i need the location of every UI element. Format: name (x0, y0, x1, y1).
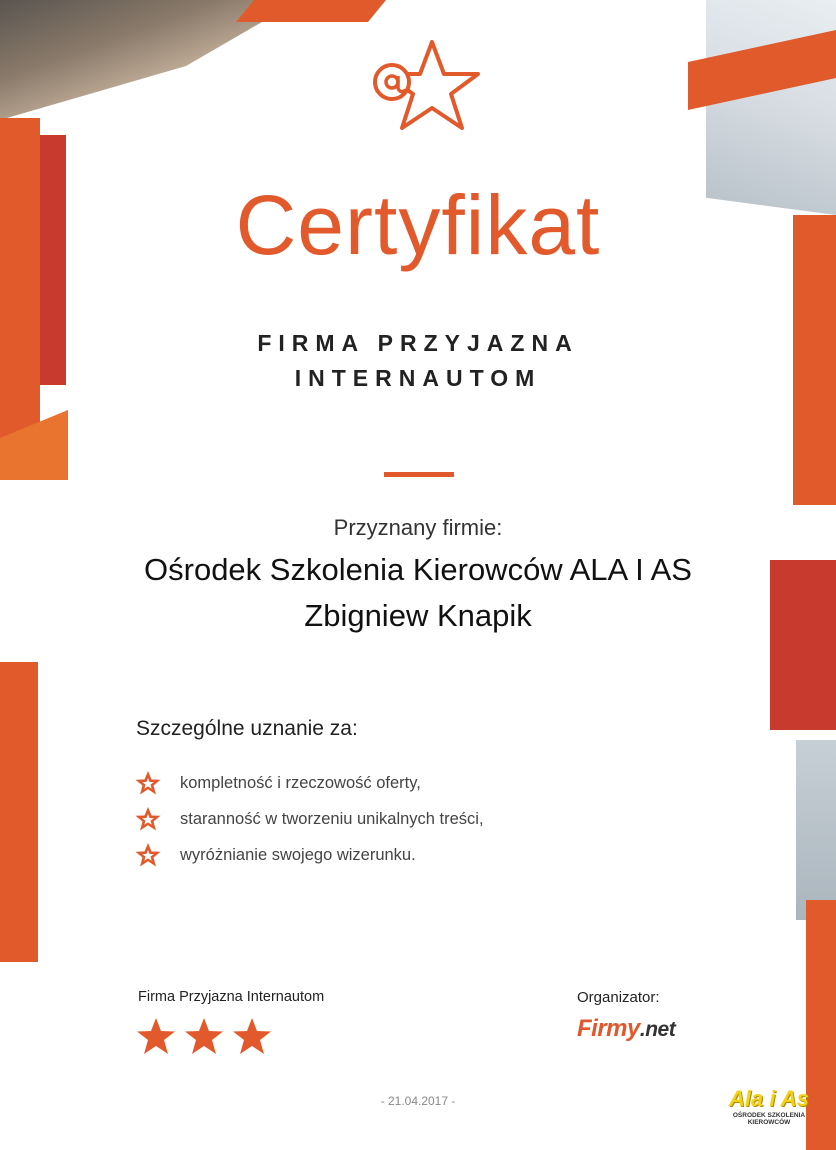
school-logo-name: Ala i As (729, 1086, 809, 1111)
star-bullet-icon (134, 841, 162, 869)
recognition-item-text: staranność w tworzeniu unikalnych treści, (180, 809, 484, 828)
recognition-list (134, 765, 484, 873)
company-name-line1: Ośrodek Szkolenia Kierowców ALA I AS (144, 552, 692, 587)
company-name-line2: Zbigniew Knapik (304, 598, 532, 633)
divider (384, 472, 454, 477)
recognition-label: Szczególne uznanie za: (136, 717, 358, 740)
star-bullet-icon (134, 769, 162, 797)
list-item (134, 837, 484, 873)
list-item (134, 765, 484, 801)
certificate-subtitle-line2: INTERNAUTOM (294, 365, 542, 391)
recognition-item-text: wyróżnianie swojego wizerunku. (180, 845, 416, 864)
rating-star-icon (232, 1017, 272, 1055)
firmy-logo-part: Firmy (577, 1015, 640, 1042)
certificate-title: Certyfikat (235, 178, 601, 272)
star-bullet-icon (134, 805, 162, 833)
ala-i-as-logo (714, 1088, 824, 1126)
list-item (134, 801, 484, 837)
star-rating (136, 1017, 272, 1055)
firmy-net-logo (577, 1015, 675, 1043)
issue-date: - 21.04.2017 - (380, 1094, 456, 1108)
program-label: Firma Przyjazna Internautom (138, 989, 325, 1005)
awarded-to-label: Przyznany firmie: (333, 515, 503, 540)
rating-star-icon (136, 1017, 176, 1055)
school-logo-subtitle: OŚRODEK SZKOLENIA KIEROWCÓW (732, 1112, 806, 1126)
top-orange-strip (236, 0, 386, 22)
certificate-subtitle-line1: FIRMA PRZYJAZNA (257, 330, 579, 356)
paper-photo-edge (796, 740, 836, 920)
left-lower-orange-bar (0, 662, 38, 962)
at-star-icon (370, 38, 480, 143)
rating-star-icon (184, 1017, 224, 1055)
recognition-item-text: kompletność i rzeczowość oferty, (180, 773, 421, 792)
net-logo-part: .net (639, 1018, 676, 1041)
organizer-label: Organizator: (577, 989, 660, 1006)
